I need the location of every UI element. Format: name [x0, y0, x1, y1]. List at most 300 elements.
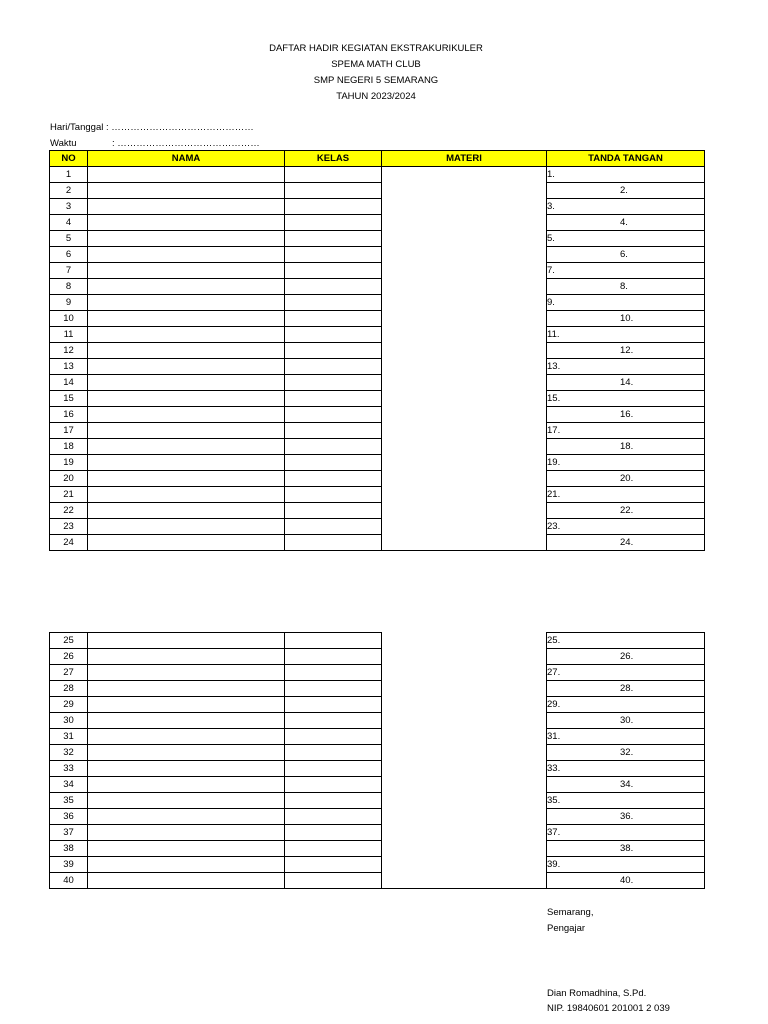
signature-number: 7	[547, 265, 553, 276]
nama-cell[interactable]	[88, 761, 285, 777]
signature-dot: .	[630, 313, 634, 324]
signature-cell[interactable]	[547, 519, 705, 535]
col-header-materi: MATERI	[382, 151, 547, 167]
signature-number: 33	[547, 763, 558, 774]
row-number: 9	[50, 295, 88, 311]
table-row	[50, 697, 705, 713]
table-row	[50, 681, 705, 697]
nama-cell[interactable]	[88, 183, 285, 199]
signature-number: 31	[547, 731, 558, 742]
signature-dot: .	[552, 297, 555, 308]
row-number: 24	[50, 535, 88, 551]
signature-cell[interactable]	[547, 167, 705, 183]
kelas-cell[interactable]	[285, 375, 382, 391]
row-number: 21	[50, 487, 88, 503]
kelas-cell[interactable]	[285, 391, 382, 407]
signature-cell[interactable]	[547, 633, 705, 649]
footer-place: Semarang,	[547, 907, 594, 918]
signature-cell[interactable]	[547, 857, 705, 873]
materi-cell	[382, 231, 547, 247]
signature-dot: .	[630, 537, 634, 548]
signature-cell[interactable]	[547, 777, 705, 793]
kelas-cell[interactable]	[285, 681, 382, 697]
materi-cell	[382, 311, 547, 327]
materi-cell	[382, 633, 547, 649]
row-number: 22	[50, 503, 88, 519]
signature-cell[interactable]	[547, 487, 705, 503]
signature-cell[interactable]	[547, 183, 705, 199]
nama-cell[interactable]	[88, 359, 285, 375]
nama-cell[interactable]	[88, 343, 285, 359]
table-row	[50, 167, 705, 183]
materi-cell	[382, 487, 547, 503]
signature-number: 2	[620, 185, 626, 196]
nama-cell[interactable]	[88, 279, 285, 295]
row-number: 26	[50, 649, 88, 665]
row-number: 17	[50, 423, 88, 439]
table-row	[50, 633, 705, 649]
signature-cell[interactable]	[547, 215, 705, 231]
row-number: 18	[50, 439, 88, 455]
table-row	[50, 231, 705, 247]
signature-cell[interactable]	[547, 295, 705, 311]
table-row	[50, 423, 705, 439]
nama-cell[interactable]	[88, 793, 285, 809]
signature-dot: .	[557, 699, 561, 710]
table-row	[50, 247, 705, 263]
materi-cell	[382, 697, 547, 713]
materi-cell	[382, 327, 547, 343]
signature-number: 38	[620, 843, 631, 854]
kelas-cell[interactable]	[285, 343, 382, 359]
signature-dot: .	[557, 393, 561, 404]
signature-number: 18	[620, 441, 631, 452]
kelas-cell[interactable]	[285, 777, 382, 793]
kelas-cell[interactable]	[285, 279, 382, 295]
kelas-cell[interactable]	[285, 215, 382, 231]
signature-dot: .	[625, 281, 628, 292]
signature-number: 14	[620, 377, 631, 388]
nama-cell[interactable]	[88, 841, 285, 857]
nama-cell[interactable]	[88, 729, 285, 745]
signature-dot: .	[557, 859, 561, 870]
table-row	[50, 455, 705, 471]
nama-cell[interactable]	[88, 503, 285, 519]
signature-cell[interactable]	[547, 199, 705, 215]
signature-cell[interactable]	[547, 263, 705, 279]
col-header-nama: NAMA	[88, 151, 285, 167]
nama-cell[interactable]	[88, 327, 285, 343]
nama-cell[interactable]	[88, 649, 285, 665]
attendance-table-part-1	[49, 150, 705, 551]
signature-number: 25	[547, 635, 558, 646]
nama-cell[interactable]	[88, 295, 285, 311]
nama-cell[interactable]	[88, 745, 285, 761]
signature-dot: .	[630, 651, 634, 662]
table-row	[50, 729, 705, 745]
signature-number: 20	[620, 473, 631, 484]
kelas-cell[interactable]	[285, 793, 382, 809]
kelas-cell[interactable]	[285, 857, 382, 873]
table-row	[50, 857, 705, 873]
kelas-cell[interactable]	[285, 825, 382, 841]
table-row	[50, 407, 705, 423]
nama-cell[interactable]	[88, 231, 285, 247]
signature-dot: .	[557, 667, 561, 678]
signature-cell[interactable]	[547, 407, 705, 423]
title-line-1: DAFTAR HADIR KEGIATAN EKSTRAKURIKULER	[269, 43, 483, 54]
signature-number: 22	[620, 505, 631, 516]
signature-cell[interactable]	[547, 423, 705, 439]
signature-number: 12	[620, 345, 631, 356]
signature-cell[interactable]	[547, 439, 705, 455]
nama-cell[interactable]	[88, 777, 285, 793]
nama-cell[interactable]	[88, 247, 285, 263]
signature-cell[interactable]	[547, 729, 705, 745]
signature-dot: .	[557, 635, 561, 646]
col-header-kelas: KELAS	[285, 151, 382, 167]
kelas-cell[interactable]	[285, 487, 382, 503]
materi-cell	[382, 279, 547, 295]
table-row	[50, 279, 705, 295]
attendance-table-part-2	[49, 632, 705, 889]
row-number: 32	[50, 745, 88, 761]
nama-cell[interactable]	[88, 455, 285, 471]
signature-cell[interactable]	[547, 375, 705, 391]
kelas-cell[interactable]	[285, 873, 382, 889]
row-number: 5	[50, 231, 88, 247]
signature-number: 37	[547, 827, 558, 838]
signature-dot: .	[557, 457, 561, 468]
row-number: 38	[50, 841, 88, 857]
row-number: 14	[50, 375, 88, 391]
materi-cell	[382, 343, 547, 359]
kelas-cell[interactable]	[285, 697, 382, 713]
materi-cell	[382, 825, 547, 841]
materi-cell	[382, 729, 547, 745]
kelas-cell[interactable]	[285, 809, 382, 825]
table-row	[50, 263, 705, 279]
signature-dot: .	[557, 731, 561, 742]
table-row	[50, 809, 705, 825]
nama-cell[interactable]	[88, 713, 285, 729]
nama-cell[interactable]	[88, 697, 285, 713]
table-row	[50, 199, 705, 215]
signature-cell[interactable]	[547, 809, 705, 825]
signature-cell[interactable]	[547, 873, 705, 889]
nama-cell[interactable]	[88, 439, 285, 455]
row-number: 13	[50, 359, 88, 375]
nama-cell[interactable]	[88, 375, 285, 391]
row-number: 40	[50, 873, 88, 889]
row-number: 37	[50, 825, 88, 841]
kelas-cell[interactable]	[285, 311, 382, 327]
nama-cell[interactable]	[88, 809, 285, 825]
materi-cell	[382, 183, 547, 199]
signer-nip: NIP. 19840601 201001 2 039	[547, 1003, 670, 1014]
materi-cell	[382, 665, 547, 681]
materi-cell	[382, 809, 547, 825]
table-row	[50, 391, 705, 407]
row-number: 4	[50, 215, 88, 231]
kelas-cell[interactable]	[285, 247, 382, 263]
signature-number: 15	[547, 393, 558, 404]
signature-cell[interactable]	[547, 455, 705, 471]
nama-cell[interactable]	[88, 857, 285, 873]
signature-number: 6	[620, 249, 626, 260]
materi-cell	[382, 873, 547, 889]
materi-cell	[382, 455, 547, 471]
kelas-cell[interactable]	[285, 713, 382, 729]
signature-dot: .	[557, 361, 561, 372]
signature-dot: .	[630, 779, 634, 790]
signature-cell[interactable]	[547, 681, 705, 697]
kelas-cell[interactable]	[285, 359, 382, 375]
signature-cell[interactable]	[547, 793, 705, 809]
nama-cell[interactable]	[88, 423, 285, 439]
signature-dot: .	[625, 185, 628, 196]
signature-number: 21	[547, 489, 558, 500]
row-number: 23	[50, 519, 88, 535]
table-row	[50, 487, 705, 503]
signature-dot: .	[630, 747, 634, 758]
signature-dot: .	[630, 345, 634, 356]
signature-dot: .	[630, 811, 634, 822]
table-row	[50, 649, 705, 665]
signature-cell[interactable]	[547, 359, 705, 375]
signature-cell[interactable]	[547, 745, 705, 761]
signature-dot: .	[630, 683, 634, 694]
materi-cell	[382, 423, 547, 439]
nama-cell[interactable]	[88, 167, 285, 183]
signature-cell[interactable]	[547, 343, 705, 359]
kelas-cell[interactable]	[285, 535, 382, 551]
table-row	[50, 873, 705, 889]
signature-number: 3	[547, 201, 553, 212]
nama-cell[interactable]	[88, 199, 285, 215]
nama-cell[interactable]	[88, 215, 285, 231]
materi-cell	[382, 471, 547, 487]
signature-number: 19	[547, 457, 558, 468]
table-row	[50, 439, 705, 455]
materi-cell	[382, 263, 547, 279]
table-row	[50, 777, 705, 793]
table-row	[50, 841, 705, 857]
signature-number: 10	[620, 313, 631, 324]
signature-dot: .	[557, 763, 561, 774]
materi-cell	[382, 391, 547, 407]
signature-cell[interactable]	[547, 697, 705, 713]
table-row	[50, 311, 705, 327]
signature-number: 32	[620, 747, 631, 758]
signature-number: 29	[547, 699, 558, 710]
row-number: 20	[50, 471, 88, 487]
kelas-cell[interactable]	[285, 263, 382, 279]
signature-number: 11	[547, 329, 557, 340]
signature-dot: .	[625, 217, 628, 228]
signature-dot: .	[557, 795, 561, 806]
signature-cell[interactable]	[547, 279, 705, 295]
row-number: 11	[50, 327, 88, 343]
table-row	[50, 295, 705, 311]
nama-cell[interactable]	[88, 681, 285, 697]
signature-cell[interactable]	[547, 311, 705, 327]
kelas-cell[interactable]	[285, 439, 382, 455]
kelas-cell[interactable]	[285, 231, 382, 247]
signature-dot: .	[630, 409, 634, 420]
nama-cell[interactable]	[88, 873, 285, 889]
nama-cell[interactable]	[88, 263, 285, 279]
row-number: 28	[50, 681, 88, 697]
nama-cell[interactable]	[88, 311, 285, 327]
signature-cell[interactable]	[547, 761, 705, 777]
materi-cell	[382, 841, 547, 857]
nama-cell[interactable]	[88, 519, 285, 535]
kelas-cell[interactable]	[285, 841, 382, 857]
row-number: 36	[50, 809, 88, 825]
table-row	[50, 665, 705, 681]
table-row	[50, 745, 705, 761]
materi-cell	[382, 359, 547, 375]
materi-cell	[382, 199, 547, 215]
nama-cell[interactable]	[88, 633, 285, 649]
signature-dot: .	[630, 377, 634, 388]
kelas-cell[interactable]	[285, 471, 382, 487]
materi-cell	[382, 713, 547, 729]
signature-cell[interactable]	[547, 471, 705, 487]
nama-cell[interactable]	[88, 665, 285, 681]
materi-cell	[382, 761, 547, 777]
nama-cell[interactable]	[88, 825, 285, 841]
signature-cell[interactable]	[547, 391, 705, 407]
signature-cell[interactable]	[547, 503, 705, 519]
row-number: 25	[50, 633, 88, 649]
time-field	[50, 137, 260, 151]
signature-number: 24	[620, 537, 631, 548]
row-number: 10	[50, 311, 88, 327]
signature-number: 34	[620, 779, 631, 790]
table-row	[50, 327, 705, 343]
kelas-cell[interactable]	[285, 423, 382, 439]
signature-cell[interactable]	[547, 841, 705, 857]
kelas-cell[interactable]	[285, 199, 382, 215]
nama-cell[interactable]	[88, 407, 285, 423]
table-row	[50, 375, 705, 391]
row-number: 2	[50, 183, 88, 199]
kelas-cell[interactable]	[285, 167, 382, 183]
materi-cell	[382, 681, 547, 697]
signature-dot: .	[552, 169, 555, 180]
col-header-no: NO	[50, 151, 88, 167]
signature-number: 8	[620, 281, 626, 292]
table-row	[50, 343, 705, 359]
table-row	[50, 713, 705, 729]
kelas-cell[interactable]	[285, 665, 382, 681]
materi-cell	[382, 375, 547, 391]
date-label: Hari/Tanggal :	[50, 122, 109, 133]
signature-dot: .	[552, 201, 555, 212]
title-line-3: SMP NEGERI 5 SEMARANG	[313, 75, 439, 86]
date-value: ………………………………………	[111, 122, 254, 133]
signature-number: 35	[547, 795, 558, 806]
signature-cell[interactable]	[547, 713, 705, 729]
time-label: Waktu	[50, 138, 77, 149]
row-number: 34	[50, 777, 88, 793]
row-number: 19	[50, 455, 88, 471]
signature-dot: .	[630, 441, 634, 452]
row-number: 31	[50, 729, 88, 745]
kelas-cell[interactable]	[285, 503, 382, 519]
signature-dot: .	[625, 249, 628, 260]
signature-dot: .	[557, 521, 561, 532]
kelas-cell[interactable]	[285, 649, 382, 665]
materi-cell	[382, 503, 547, 519]
table-row	[50, 183, 705, 199]
signature-cell[interactable]	[547, 535, 705, 551]
kelas-cell[interactable]	[285, 761, 382, 777]
signature-number: 1	[547, 169, 553, 180]
title-line-2: SPEMA MATH CLUB	[331, 59, 421, 70]
signature-dot: .	[557, 827, 561, 838]
signature-cell[interactable]	[547, 825, 705, 841]
materi-cell	[382, 535, 547, 551]
kelas-cell[interactable]	[285, 745, 382, 761]
signature-dot: .	[557, 425, 561, 436]
kelas-cell[interactable]	[285, 519, 382, 535]
kelas-cell[interactable]	[285, 633, 382, 649]
row-number: 35	[50, 793, 88, 809]
signature-cell[interactable]	[547, 649, 705, 665]
row-number: 16	[50, 407, 88, 423]
signature-cell[interactable]	[547, 247, 705, 263]
signature-dot: .	[630, 505, 634, 516]
kelas-cell[interactable]	[285, 407, 382, 423]
table-row	[50, 519, 705, 535]
nama-cell[interactable]	[88, 487, 285, 503]
table-row	[50, 215, 705, 231]
signature-number: 5	[547, 233, 553, 244]
nama-cell[interactable]	[88, 535, 285, 551]
signature-number: 26	[620, 651, 631, 662]
row-number: 3	[50, 199, 88, 215]
kelas-cell[interactable]	[285, 183, 382, 199]
kelas-cell[interactable]	[285, 295, 382, 311]
signer-name: Dian Romadhina, S.Pd.	[547, 988, 647, 999]
materi-cell	[382, 295, 547, 311]
signature-dot: .	[556, 329, 560, 340]
signature-cell[interactable]	[547, 231, 705, 247]
nama-cell[interactable]	[88, 391, 285, 407]
time-value: : ………………………………………	[112, 138, 260, 149]
row-number: 7	[50, 263, 88, 279]
row-number: 33	[50, 761, 88, 777]
signature-dot: .	[552, 233, 555, 244]
kelas-cell[interactable]	[285, 327, 382, 343]
signature-cell[interactable]	[547, 665, 705, 681]
table-row	[50, 471, 705, 487]
kelas-cell[interactable]	[285, 729, 382, 745]
signature-number: 4	[620, 217, 626, 228]
materi-cell	[382, 407, 547, 423]
col-header-tanda-tangan: TANDA TANGAN	[547, 151, 705, 167]
materi-cell	[382, 777, 547, 793]
nama-cell[interactable]	[88, 471, 285, 487]
signature-cell[interactable]	[547, 327, 705, 343]
row-number: 8	[50, 279, 88, 295]
document-title	[0, 41, 752, 105]
kelas-cell[interactable]	[285, 455, 382, 471]
footer-role: Pengajar	[547, 923, 586, 934]
